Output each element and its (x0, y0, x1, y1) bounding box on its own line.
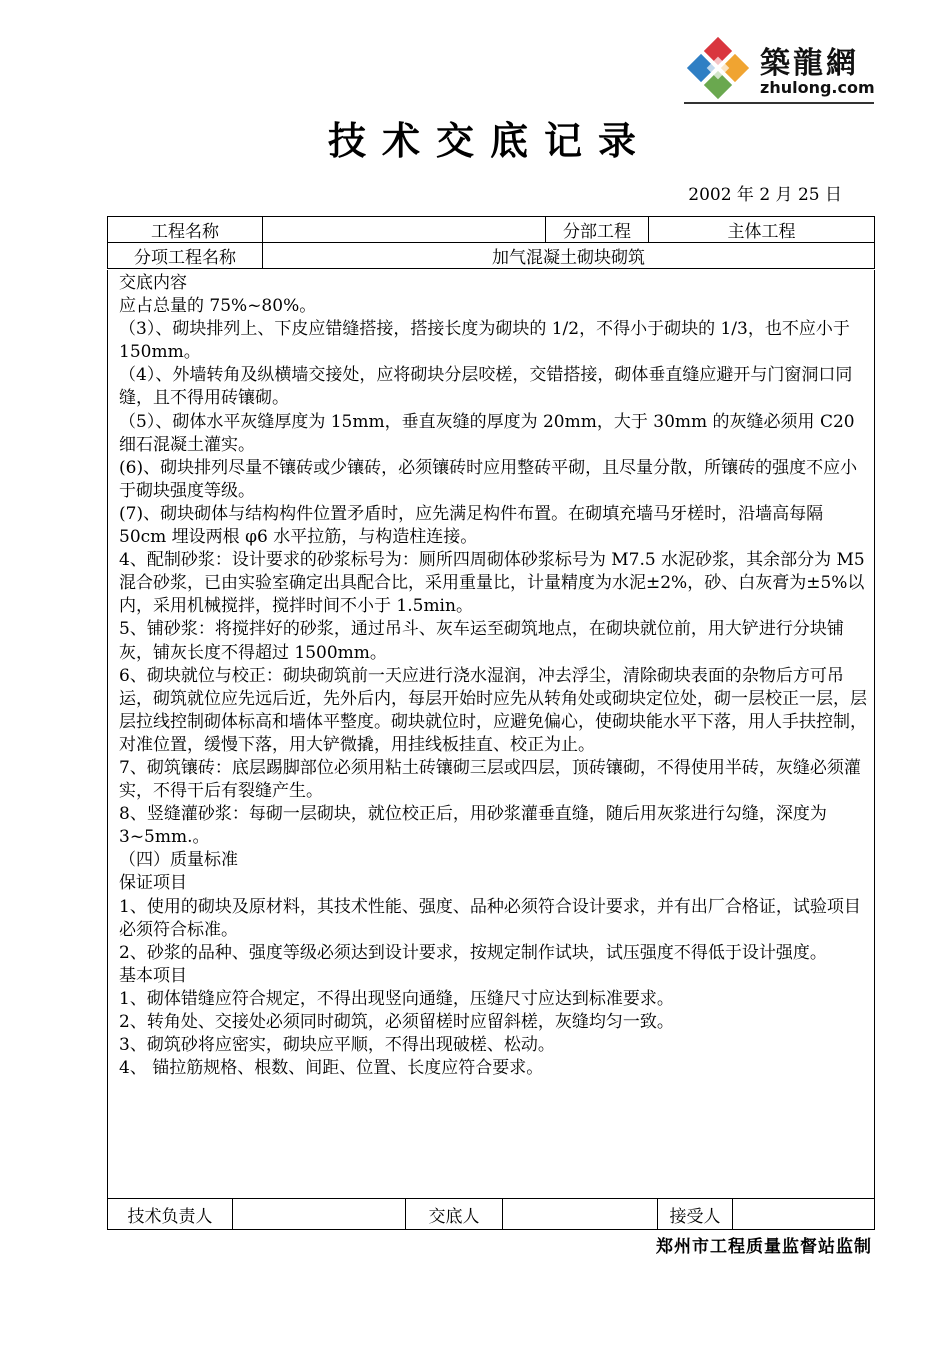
content-line: （4）、外墙转角及纵横墙交接处，应将砌块分层咬槎，交错搭接，砌体垂直缝应避开与门窗洞口同缝，且不得用砖镶砌。 (119, 365, 853, 409)
content-line: (7)、砌块砌体与结构构件位置矛盾时，应先满足构件布置。在砌填充墙马牙槎时，沿墙高每隔 50cm 埋设两根 φ6 水平拉筋，与构造柱连接。 (119, 503, 824, 548)
division-value: 主体工程 (649, 217, 875, 243)
content-line: 4、配制砂浆：设计要求的砂浆标号为：厕所四周砌体砂浆标号为 M7.5 水泥砂浆，其余部分为 M5 混合砂浆，已由实验室确定出具配合比，采用重量比，计量精度为水泥±2%，砂、白灰膏为±5%以内，采用机械搅拌，搅拌时间不小于 1.5min。 (119, 550, 865, 617)
header-table (107, 216, 875, 269)
content-line: 6、砌块就位与校正：砌块砌筑前一天应进行浇水湿润，冲去浮尘，清除砌块表面的杂物后方可吊运，砌筑就位应先远后近，先外后内，每层开始时应先从转角处或砌块定位处，砌一层校正一层，层层拉线控制砌体标高和墙体平整度。砌块就位时，应避免偏心，使砌块能水平下落，用人手扶控制，对准位置，缓慢下落，用大铲微撬，用挂线板挂直、校正为止。 (119, 665, 867, 755)
page-title: 技术交底记录 (327, 118, 652, 163)
signature-table (107, 1198, 875, 1230)
document-date: 2002 年 2 月 25 日 (688, 185, 842, 205)
content-line: (6)、砌块排列尽量不镶砖或少镶砖，必须镶砖时应用整砖平砌，且尽量分散，所镶砖的强度不应小于砌块强度等级。 (119, 457, 858, 501)
content-line: 基本项目 (119, 965, 187, 986)
project-name-label: 工程名称 (108, 217, 263, 243)
logo-url: zhulong.com (760, 78, 875, 97)
content-line: 2、转角处、交接处必须同时砌筑，必须留槎时应留斜槎，灰缝均匀一致。 (119, 1012, 674, 1032)
content-line: 1、砌体错缝应符合规定，不得出现竖向通缝，压缝尺寸应达到标准要求。 (119, 988, 674, 1009)
content-line: 3、砌筑砂将应密实，砌块应平顺，不得出现破槎、松动。 (119, 1035, 555, 1056)
content-line: （3）、砌块排列上、下皮应错缝搭接，搭接长度为砌块的 1/2，不得小于砌块的 1/3，也不应小于 150mm。 (119, 319, 850, 363)
content-line: 4、 锚拉筋规格、根数、间距、位置、长度应符合要求。 (119, 1058, 544, 1079)
tech-lead-value (233, 1199, 406, 1230)
discloser-value (503, 1199, 658, 1230)
receiver-value (733, 1199, 875, 1230)
content-line: 2、砂浆的品种、强度等级必须达到设计要求，按规定制作试块，试压强度不得低于设计强度。 (119, 942, 827, 963)
discloser-label: 交底人 (406, 1199, 503, 1230)
content-heading: 交底内容 (119, 273, 187, 293)
content-line: （四）质量标准 (119, 850, 238, 871)
subitem-label: 分项工程名称 (108, 243, 263, 269)
logo-divider (684, 102, 874, 104)
content-line: 8、竖缝灌砂浆：每砌一层砌块，就位校正后，用砂浆灌垂直缝，随后用灰浆进行勾缝，深度为 3~5mm.。 (119, 804, 827, 848)
division-label: 分部工程 (546, 217, 649, 243)
logo-name: 築龍網 (760, 46, 859, 81)
content-body (119, 272, 867, 1080)
content-line: （5）、砌体水平灰缝厚度为 15mm，垂直灰缝的厚度为 20mm，大于 30mm 的灰缝必须用 C20 细石混凝土灌实。 (119, 411, 855, 455)
tech-lead-label: 技术负责人 (108, 1199, 233, 1230)
subitem-value: 加气混凝土砌块砌筑 (263, 243, 875, 269)
content-line: 5、铺砂浆：将搅拌好的砂浆，通过吊斗、灰车运至砌筑地点，在砌块就位前，用大铲进行分块铺灰，铺灰长度不得超过 1500mm。 (119, 619, 844, 663)
project-name-value (263, 217, 546, 243)
receiver-label: 接受人 (658, 1199, 733, 1230)
content-box (107, 270, 875, 1199)
content-line: 7、砌筑镶砖：底层踢脚部位必须用粘土砖镶砌三层或四层，顶砖镶砌，不得使用半砖，灰缝必须灌实，不得干后有裂缝产生。 (119, 757, 861, 802)
issuer-footer: 郑州市工程质量监督站监制 (656, 1237, 872, 1257)
content-line: 应占总量的 75%~80%。 (119, 296, 317, 317)
content-line: 1、使用的砌块及原材料，其技术性能、强度、品种必须符合设计要求，并有出厂合格证，试验项目必须符合标准。 (119, 896, 861, 940)
content-line: 保证项目 (119, 873, 187, 894)
